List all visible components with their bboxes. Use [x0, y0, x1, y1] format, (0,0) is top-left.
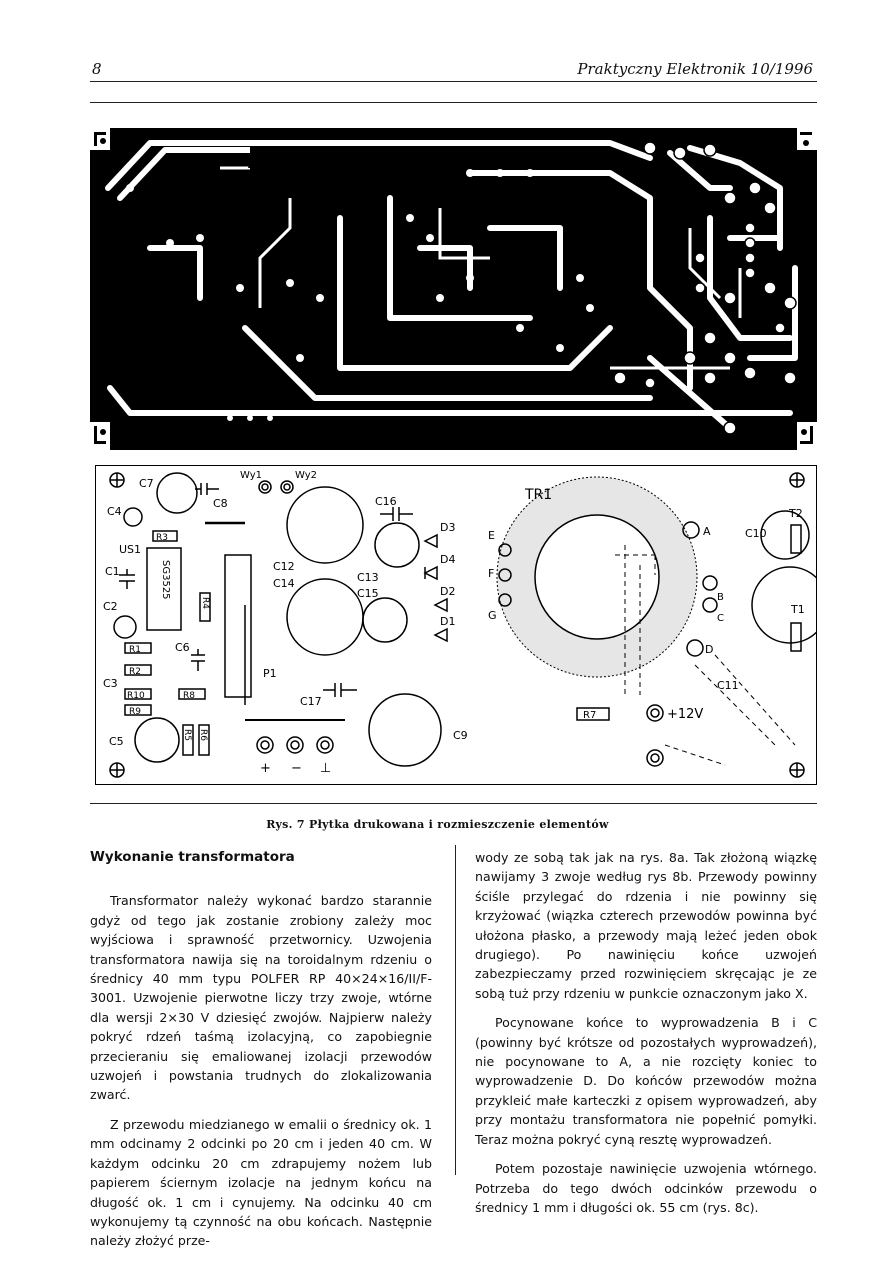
label-r10: R10 — [127, 691, 145, 701]
label-c13: C13 — [357, 571, 379, 584]
paragraph: Potem pozostaje nawinięcie uzwojenia wtórnego. Potrzeba do tego dwóch odcinków przewodu o średnicy 1 mm i długości ok. 55 cm (rys. 8c). — [475, 1161, 817, 1215]
label-c17: C17 — [300, 695, 322, 708]
label-c7: C7 — [139, 477, 154, 490]
figure-rule — [90, 803, 817, 804]
label-c11: C11 — [717, 679, 739, 692]
label-r1: R1 — [129, 645, 141, 655]
label-ic: SG3525 — [160, 560, 171, 600]
label-d2: D2 — [440, 585, 456, 598]
header-rule — [90, 81, 817, 82]
toroid-tr1 — [497, 477, 697, 677]
label-f: F — [488, 567, 495, 580]
label-us1: US1 — [119, 543, 142, 556]
label-c3: C3 — [103, 677, 118, 690]
label-c12: C12 — [273, 560, 295, 573]
caption-text: Płytka drukowana i rozmieszczenie elementów — [309, 818, 609, 831]
paragraph: Z przewodu miedzianego w emalii o średnicy ok. 1 mm odcinamy 2 odcinki po 20 cm i jeden 40 cm. W każdym odcinku 20 cm zdrapujemy nożem lub papierem ściernym izolacje na jednym końcu na długość ok. 1 cm i cynujemy. Na odcinku 40 cm wykonujemy tą czynność na obu końcach. Następnie należy złożyć prze- — [90, 1116, 432, 1249]
article-column-right — [475, 848, 817, 1227]
label-plus-12v: +12V — [667, 707, 704, 722]
label-r9: R9 — [129, 707, 141, 717]
label-e: E — [488, 529, 495, 542]
article-column-left — [90, 848, 432, 1261]
paragraph: Transformator należy wykonać bardzo starannie gdyż od tego jak zostanie zrobiony zależy moc wyjściowa i sprawność przetwornicy. Uzwojenia transformatora nawija się na toroidalnym rdzeniu o średnicy 40 mm typu POLFER RP 40×24×16/II/F-3001. Uzwojenie pierwotne liczy trzy zwoje, wtórne dla wersji 2×30 V dziesięć zwojów. Najpierw należy pokryć rdzeń taśmą izolacyjną, co zapobiegnie przecieraniu się emaliowanej izolacji przewodów uzwojeń i powstania trudnych do zlokalizowania zwarć. — [90, 893, 432, 1103]
label-r3: R3 — [156, 533, 168, 543]
label-r8: R8 — [183, 691, 195, 701]
label-c15: C15 — [357, 587, 379, 600]
label-minus-terminal: − — [291, 761, 302, 776]
label-t2: T2 — [789, 507, 803, 520]
component-layout — [95, 465, 817, 785]
label-plus-terminal: + — [260, 761, 271, 776]
journal-title: Praktyczny Elektronik 10/1996 — [577, 60, 813, 78]
label-a: A — [703, 525, 711, 538]
label-c4: C4 — [107, 505, 122, 518]
label-r7: R7 — [583, 710, 597, 721]
figure-caption — [0, 818, 875, 831]
top-rule — [90, 102, 817, 103]
label-c6: C6 — [175, 641, 190, 654]
label-d4: D4 — [440, 553, 456, 566]
label-c9: C9 — [453, 729, 468, 742]
pcb-board-number: 292 — [272, 175, 308, 195]
paragraph: wody ze sobą tak jak na rys. 8a. Tak złożoną wiązkę nawijamy 3 zwoje według rys 8b. Przewody powinny ściśle przylegać do rdzenia i nie powinny się krzyżować (wiązka czterech przewodów powinna być ułożona płasko, a przewody mają leżeć jeden obok drugiego). Po nawinięciu końce uzwojeń zabezpieczamy przed rozwinięciem skręcając je ze sobą tuż przy rdzeniu w punkcie oznaczonym jako X. — [475, 850, 817, 1001]
column-divider — [455, 845, 456, 1175]
pcb-board-name: ARTKELE — [247, 153, 333, 173]
label-c14: C14 — [273, 577, 295, 590]
label-wy2: Wy2 — [295, 470, 317, 481]
label-d1: D1 — [440, 615, 456, 628]
page-number: 8 — [92, 60, 102, 78]
label-c16: C16 — [375, 495, 397, 508]
label-r4: R4 — [200, 597, 210, 609]
label-p1: P1 — [263, 667, 277, 680]
label-t1: T1 — [791, 603, 805, 616]
caption-prefix: Rys. 7 — [266, 818, 305, 831]
section-heading: Wykonanie transformatora — [90, 849, 295, 865]
label-c2: C2 — [103, 600, 118, 613]
label-c1: C1 — [105, 565, 120, 578]
label-tr1: TR1 — [525, 487, 553, 503]
label-d3: D3 — [440, 521, 456, 534]
label-c10: C10 — [745, 527, 767, 540]
label-ground-terminal: ⊥ — [320, 761, 332, 776]
label-c5: C5 — [109, 735, 124, 748]
label-r5: R5 — [182, 729, 192, 741]
label-g: G — [488, 609, 497, 622]
pcb-artwork — [90, 128, 817, 450]
label-wy1: Wy1 — [240, 470, 262, 481]
label-r2: R2 — [129, 667, 141, 677]
label-c: C — [717, 613, 724, 624]
paragraph: Pocynowane końce to wyprowadzenia B i C (powinny być krótsze od pozostałych wyprowadzeń), nie pocynowane to A, a nie rozcięty koniec to wyprowadzenie D. Do końców przewodów można przykleić małe karteczki z opisem wyprowadzeń, aby przy montażu transformatora nie popełnić pomyłki. Teraz można pokryć cyną resztę wyprowadzeń. — [475, 1015, 817, 1147]
label-b: B — [717, 592, 724, 603]
label-r6: R6 — [198, 729, 208, 741]
label-d: D — [705, 643, 714, 656]
label-c8: C8 — [213, 497, 228, 510]
